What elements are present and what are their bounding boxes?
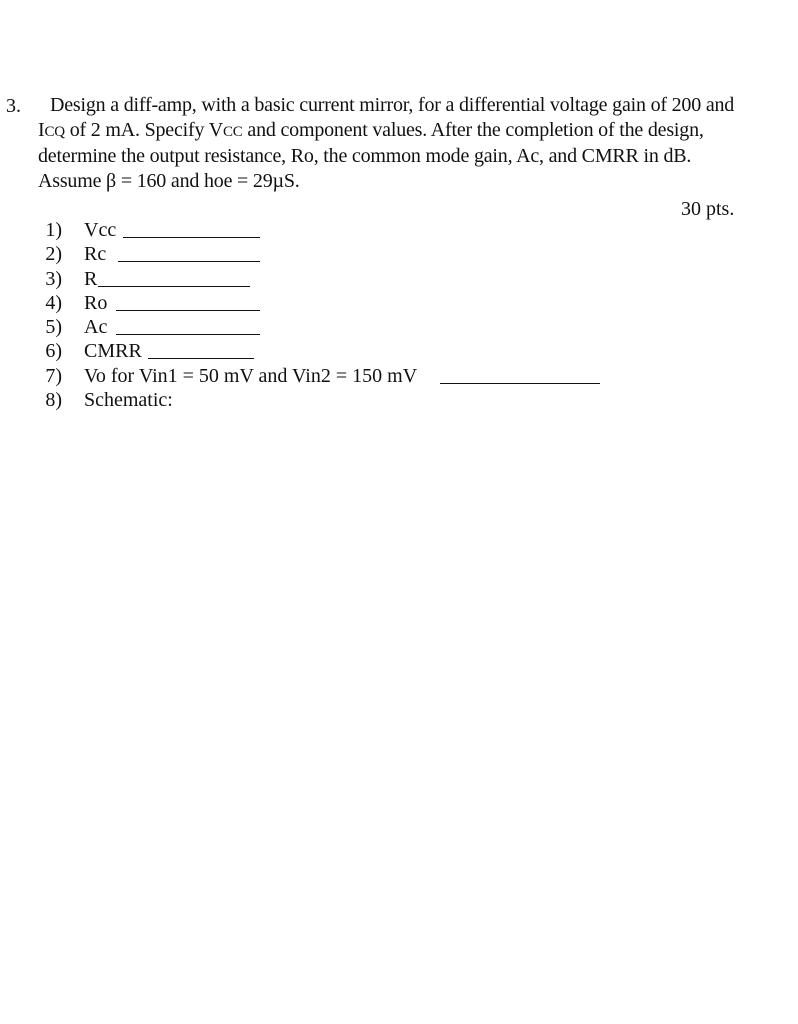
question-text [38, 93, 783, 193]
answer-number: 7) [45, 364, 62, 387]
answer-blank-line[interactable] [116, 310, 260, 311]
points-value: 30 pts. [681, 198, 735, 220]
answer-number: 2) [45, 243, 62, 266]
answer-label: CMRR [84, 340, 142, 363]
answer-number: 1) [45, 219, 62, 241]
answer-blank-line[interactable] [148, 358, 254, 359]
answer-blank-line[interactable] [123, 237, 260, 238]
icq-symbol: ICQ [38, 118, 65, 141]
question-line-2: ICQ of 2 mA. Specify VCC and component values. After the completion of the design, [38, 118, 704, 141]
question-line-4: Assume β = 160 and hoe = 29µS. [38, 169, 300, 192]
answer-blank-line[interactable] [118, 261, 260, 262]
answer-label: Ro [84, 291, 108, 314]
vcc-symbol: VCC [208, 118, 243, 141]
answer-label: Schematic: [84, 389, 173, 412]
answer-label: Rc [84, 243, 107, 266]
answer-label: Vcc [84, 219, 117, 241]
question-number: 3. [6, 95, 21, 117]
answer-number: 3) [45, 267, 62, 290]
answer-number: 4) [45, 291, 62, 314]
question-line-3: determine the output resistance, Ro, the common mode gain, Ac, and CMRR in dB. [38, 145, 692, 167]
question-line-1: Design a diff-amp, with a basic current mirror, for a differential voltage gain of 200 and [50, 94, 735, 116]
answer-blank-line[interactable] [440, 383, 600, 384]
answer-label: R [84, 267, 98, 290]
answer-number: 5) [45, 316, 62, 339]
answer-label: Vo for Vin1 = 50 mV and Vin2 = 150 mV [84, 364, 418, 387]
answer-blank-line[interactable] [116, 334, 260, 335]
answer-label: Ac [84, 316, 108, 339]
answer-number: 6) [45, 340, 62, 363]
answer-number: 8) [45, 389, 62, 412]
answer-blank-line[interactable] [98, 286, 250, 287]
